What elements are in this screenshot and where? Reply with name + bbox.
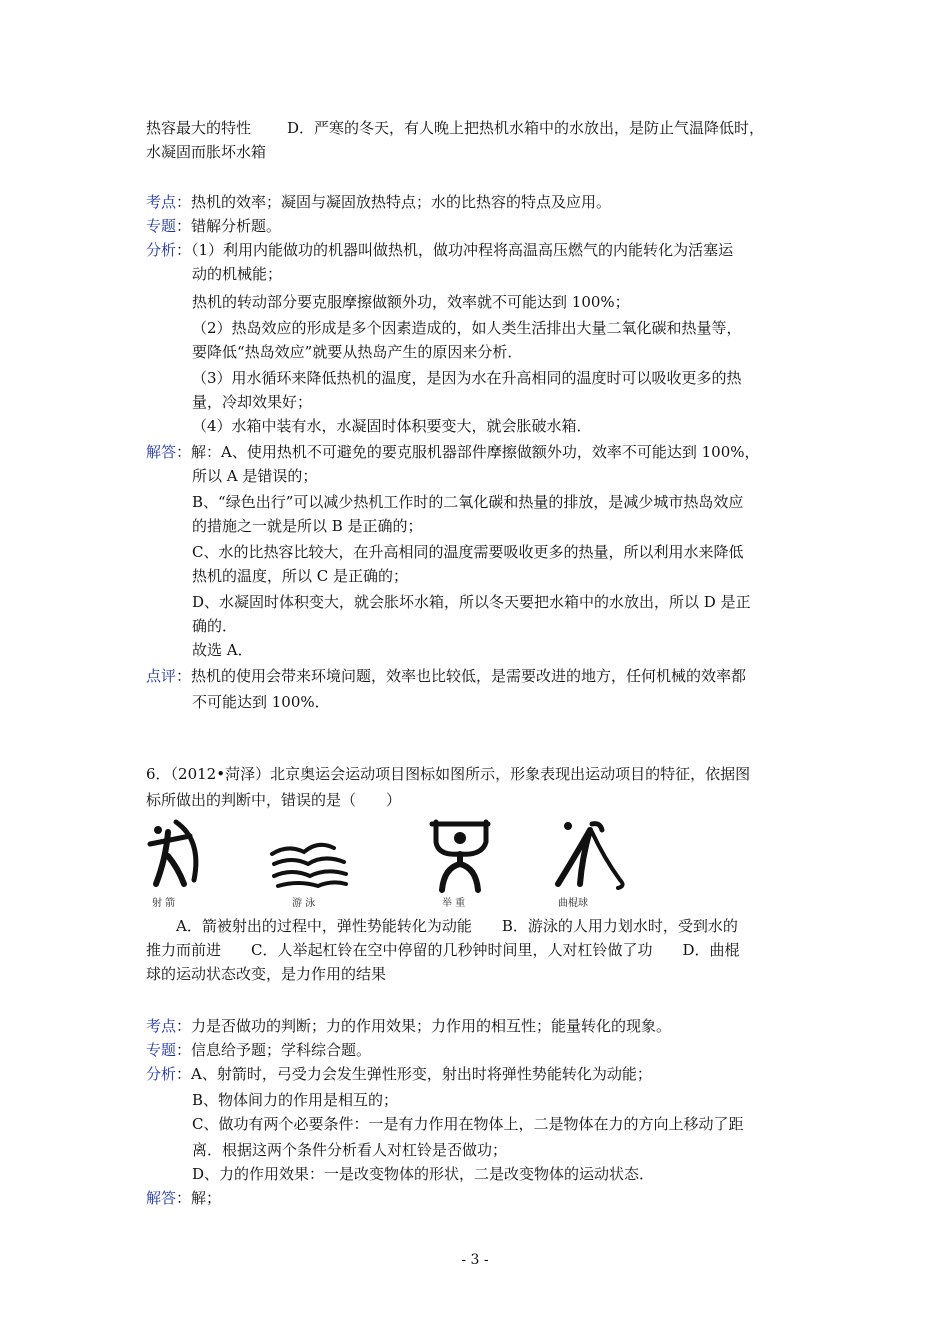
jieda-line: 所以 A 是错误的； xyxy=(192,467,318,485)
fenxi-label: 分析 xyxy=(146,241,177,259)
jieda-line: B、“绿色出行”可以减少热机工作时的二氧化碳和热量的排放，是减少城市热岛效应 xyxy=(192,493,744,511)
kaodian-label: 考点 xyxy=(146,1017,177,1035)
hockey-icon xyxy=(552,818,632,894)
swimming-icon xyxy=(268,818,350,894)
q5-zhuanti xyxy=(146,214,281,238)
icon-caption: 曲棍球 xyxy=(558,898,588,909)
q6-options: 推力而前进 C．人举起杠铃在空中停留的几秒钟时间里，人对杠铃做了功 D．曲棍 xyxy=(146,941,740,959)
jieda-line: 的措施之一就是所以 B 是正确的； xyxy=(192,517,423,535)
fenxi-line: ：A、射箭时，弓受力会发生弹性形变，射出时将弹性势能转化为动能； xyxy=(176,1065,652,1083)
fenxi-line: （2）热岛效应的形成是多个因素造成的，如人类生活排出大量二氧化碳和热量等， xyxy=(192,319,742,337)
q6-stem: 6．（2012•菏泽）北京奥运会运动项目图标如图所示，形象表现出运动项目的特征，依据图 xyxy=(146,765,751,783)
q5-fenxi xyxy=(146,238,733,262)
q5-option-d-tail: 水凝固而胀坏水箱 xyxy=(146,143,267,161)
fenxi-line: 动的机械能； xyxy=(192,265,283,283)
icon-caption: 举 重 xyxy=(442,898,466,909)
q6-zhuanti xyxy=(146,1038,371,1062)
icon-caption: 游 泳 xyxy=(292,898,316,909)
q6-options: 球的运动状态改变，是力作用的结果 xyxy=(146,965,387,983)
q6-options: A．箭被射出的过程中，弹性势能转化为动能 B．游泳的人用力划水时，受到水的 xyxy=(176,917,738,935)
fenxi-line: 热机的转动部分要克服摩擦做额外功，效率就不可能达到 100%； xyxy=(192,293,630,311)
q5-option-c-tail: 热容最大的特性 xyxy=(146,119,252,137)
zhuanti-label: 专题 xyxy=(146,1041,177,1059)
q6-kaodian xyxy=(146,1014,671,1038)
dianping-label: 点评 xyxy=(146,667,177,685)
jieda-line: D、水凝固时体积变大，就会胀坏水箱，所以冬天要把水箱中的水放出，所以 D 是正 xyxy=(192,593,751,611)
fenxi-label: 分析 xyxy=(146,1065,177,1083)
fenxi-line: B、物体间力的作用是相互的； xyxy=(192,1091,399,1109)
jieda-line: ：解：A、使用热机不可避免的要克服机器部件摩擦做额外功，效率不可能达到 100%， xyxy=(176,443,760,461)
q6-jieda xyxy=(146,1186,221,1210)
kaodian-text: ：力是否做功的判断；力的作用效果；力作用的相互性；能量转化的现象。 xyxy=(176,1017,672,1035)
fenxi-line: C、做功有两个必要条件：一是有力作用在物体上，二是物体在力的方向上移动了距 xyxy=(192,1115,744,1133)
jieda-line: 热机的温度，所以 C 是正确的； xyxy=(192,567,409,585)
q5-dianping xyxy=(146,664,746,688)
kaodian-label: 考点 xyxy=(146,193,177,211)
fenxi-line: 离．根据这两个条件分析看人对杠铃是否做功； xyxy=(192,1141,508,1159)
page-number: - 3 - xyxy=(461,1252,489,1268)
q5-jieda xyxy=(146,440,760,464)
q6-stem: 标所做出的判断中，错误的是（ ） xyxy=(146,791,402,809)
q5-kaodian xyxy=(146,190,611,214)
q6-fenxi xyxy=(146,1062,652,1086)
jieda-line: C、水的比热容比较大，在升高相同的温度需要吸收更多的热量，所以利用水来降低 xyxy=(192,543,744,561)
kaodian-text: ：热机的效率；凝固与凝固放热特点；水的比热容的特点及应用。 xyxy=(176,193,612,211)
fenxi-line: 量，冷却效果好； xyxy=(192,393,313,411)
fenxi-line: （4）水箱中装有水，水凝固时体积要变大，就会胀破水箱． xyxy=(192,417,592,435)
jieda-label: 解答 xyxy=(146,443,177,461)
zhuanti-text: ：信息给予题；学科综合题。 xyxy=(176,1041,372,1059)
zhuanti-label: 专题 xyxy=(146,217,177,235)
jieda-text: ：解； xyxy=(176,1189,222,1207)
dianping-line: 不可能达到 100%． xyxy=(192,693,330,711)
fenxi-line: （3）用水循环来降低热机的温度，是因为水在升高相同的温度时可以吸收更多的热 xyxy=(192,369,742,387)
jieda-line: 故选 A． xyxy=(192,641,253,659)
q5-option-d: D．严寒的冬天，有人晚上把热机水箱中的水放出，是防止气温降低时， xyxy=(287,119,765,137)
olympic-icons-figure xyxy=(146,818,646,910)
icon-caption: 射 箭 xyxy=(152,898,176,909)
zhuanti-text: ：错解分析题。 xyxy=(176,217,282,235)
q5-option-tail-line xyxy=(146,116,764,140)
weightlifting-icon xyxy=(426,818,496,894)
archery-icon xyxy=(146,818,206,894)
jieda-line: 确的． xyxy=(192,617,238,635)
fenxi-line: 要降低“热岛效应”就要从热岛产生的原因来分析． xyxy=(192,343,523,361)
dianping-line: ：热机的使用会带来环境问题，效率也比较低，是需要改进的地方，任何机械的效率都 xyxy=(176,667,747,685)
fenxi-line: ：（1）利用内能做功的机器叫做热机，做功冲程将高温高压燃气的内能转化为活塞运 xyxy=(176,241,734,259)
jieda-label: 解答 xyxy=(146,1189,177,1207)
fenxi-line: D、力的作用效果：一是改变物体的形状，二是改变物体的运动状态． xyxy=(192,1165,655,1183)
